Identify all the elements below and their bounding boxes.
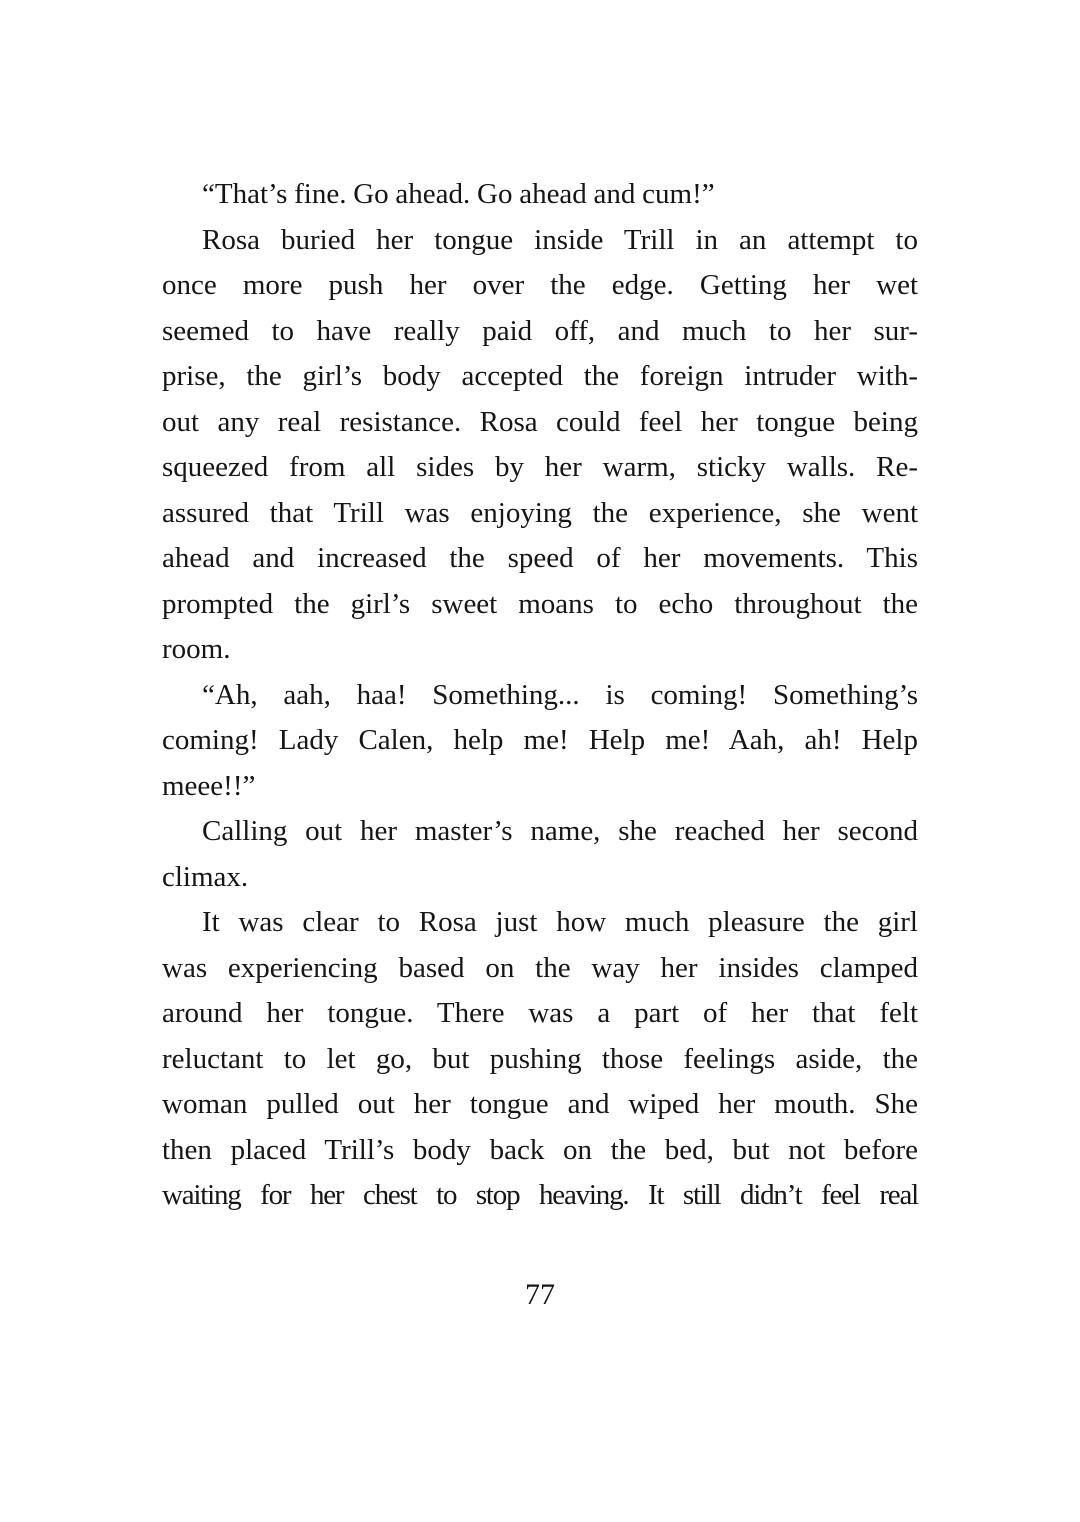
- text-line: waiting for her chest to stop heaving. It still didn’t feel real: [162, 1179, 918, 1211]
- text-line: was experiencing based on the way her insides clamped: [162, 951, 918, 984]
- text-line: climax.: [162, 860, 249, 893]
- text-line: out any real resistance. Rosa could feel her tongue being: [162, 405, 918, 438]
- text-line: prompted the girl’s sweet moans to echo throughout the: [162, 587, 918, 620]
- text-line: “That’s fine. Go ahead. Go ahead and cum!”: [202, 178, 715, 210]
- text-line: meee!!”: [162, 769, 256, 802]
- text-line: once more push her over the edge. Getting her wet: [162, 269, 918, 301]
- text-line: room.: [162, 633, 231, 665]
- text-line: ahead and increased the speed of her movements. This: [162, 542, 918, 574]
- page-number: 77: [525, 1278, 555, 1311]
- text-line: reluctant to let go, but pushing those feelings aside, the: [162, 1042, 918, 1075]
- text-block: [162, 172, 918, 1219]
- text-line: around her tongue. There was a part of her that felt: [162, 997, 918, 1029]
- text-line: squeezed from all sides by her warm, sticky walls. Re-: [162, 451, 918, 483]
- text-line: prise, the girl’s body accepted the foreign intruder with-: [162, 360, 918, 392]
- text-line: coming! Lady Calen, help me! Help me! Aah, ah! Help: [162, 724, 918, 756]
- text-line: assured that Trill was enjoying the experience, she went: [162, 496, 918, 529]
- text-line: seemed to have really paid off, and much to her sur-: [162, 314, 918, 347]
- text-line: Calling out her master’s name, she reached her second: [202, 815, 918, 847]
- text-line: It was clear to Rosa just how much pleasure the girl: [202, 906, 918, 938]
- text-line: Rosa buried her tongue inside Trill in an attempt to: [202, 223, 918, 256]
- text-line: then placed Trill’s body back on the bed, but not before: [162, 1133, 918, 1166]
- text-line: “Ah, aah, haa! Something... is coming! Something’s: [202, 678, 918, 711]
- text-line: woman pulled out her tongue and wiped her mouth. She: [162, 1088, 918, 1120]
